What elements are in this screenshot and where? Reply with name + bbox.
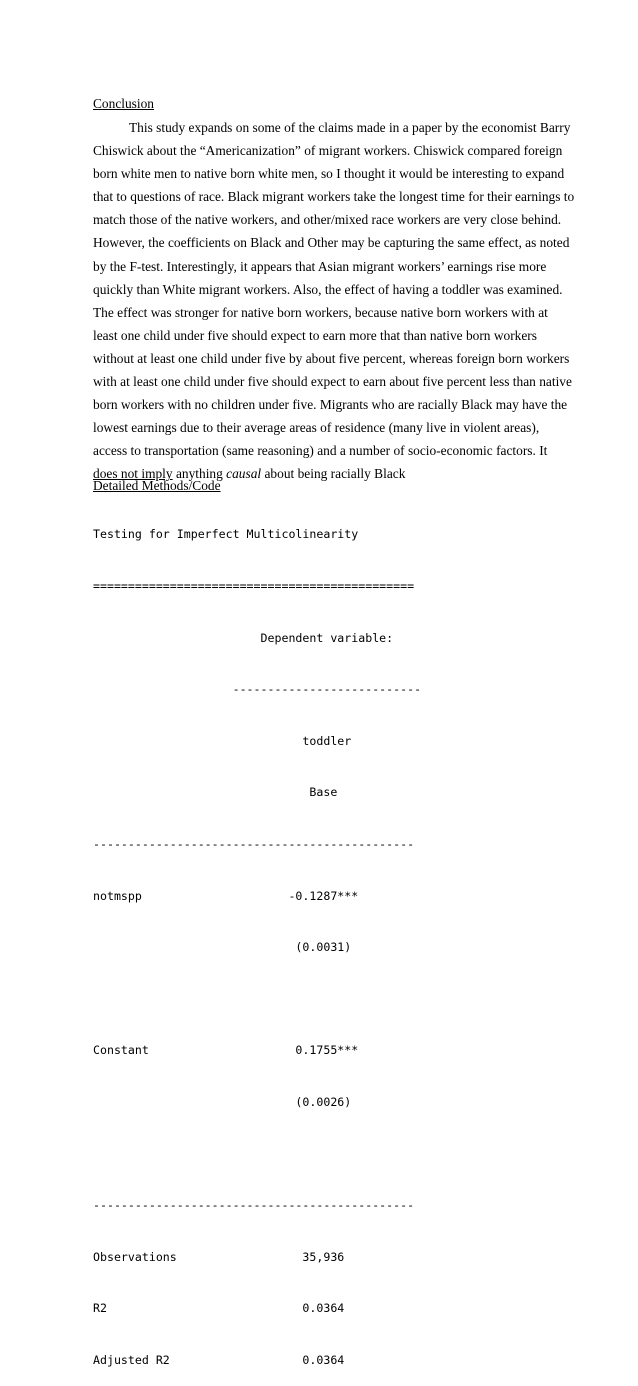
conclusion-heading: Conclusion	[93, 96, 155, 111]
paragraph-line: However, the coefficients on Black and Other may be capturing the same effect, as noted	[93, 235, 570, 251]
code-line: Adjusted R2 0.0364	[93, 1352, 345, 1367]
code-line: ==============================================	[93, 579, 415, 593]
code-line: R2 0.0364	[93, 1301, 345, 1316]
paragraph-line: Chiswick about the “Americanization” of migrant workers. Chiswick compared foreign	[93, 143, 563, 159]
code-line: notmspp -0.1287***	[93, 888, 359, 903]
code-line: Observations 35,936	[93, 1249, 345, 1264]
code-line: Constant 0.1755***	[93, 1043, 359, 1058]
code-line: ---------------------------	[93, 682, 422, 697]
code-line: ----------------------------------------------	[93, 836, 415, 851]
conclusion-paragraph	[93, 116, 575, 486]
paragraph-line: with at least one child under five should expect to earn about five percent less than native	[93, 374, 572, 390]
code-line	[93, 1146, 421, 1163]
paragraph-line: least one child under five should expect to earn more that than native born workers	[93, 327, 537, 343]
paragraph-line: without at least one child under five by about five percent, whereas foreign born workers	[93, 350, 570, 366]
paragraph-line: that to questions of race. Black migrant workers take the longest time for their earnings to	[93, 189, 575, 205]
underlined-phrase: does not imply	[93, 466, 173, 482]
paragraph-line: born white men to native born white men, so I thought it would be interesting to expand	[93, 166, 565, 182]
paragraph-line: match those of the native workers, and other/mixed race workers are very close behind.	[93, 212, 562, 228]
paragraph-line: quickly than White migrant workers. Also, the effect of having a toddler was examined.	[93, 281, 563, 297]
code-line: Base	[93, 785, 338, 800]
code-line: (0.0031)	[93, 940, 352, 955]
methods-heading: Detailed Methods/Code	[93, 478, 221, 493]
code-line: Dependent variable:	[93, 630, 394, 645]
paragraph-line: born workers with no children under five. Migrants who are racially Black may have the	[93, 397, 568, 413]
paragraph-line: This study expands on some of the claims made in a paper by the economist Barry	[129, 120, 571, 135]
code-line: toddler	[93, 733, 352, 748]
code-line	[93, 991, 421, 1008]
text-fragment: about being racially Black	[261, 466, 406, 482]
paragraph-line: by the F-test. Interestingly, it appears that Asian migrant workers’ earnings rise more	[93, 258, 547, 274]
italic-word: causal	[226, 466, 262, 482]
code-line: ----------------------------------------------	[93, 1198, 415, 1213]
regression-output	[93, 492, 421, 1386]
paragraph-line: The effect was stronger for native born workers, because native born workers with at	[93, 304, 548, 320]
code-line: Testing for Imperfect Multicolinearity	[93, 527, 359, 542]
text-fragment: anything	[172, 466, 227, 482]
paragraph-line: lowest earnings due to their average areas of residence (many live in violent areas),	[93, 420, 540, 436]
code-line: (0.0026)	[93, 1094, 352, 1109]
paragraph-line: access to transportation (same reasoning) and a number of socio-economic factors. It	[93, 443, 548, 459]
